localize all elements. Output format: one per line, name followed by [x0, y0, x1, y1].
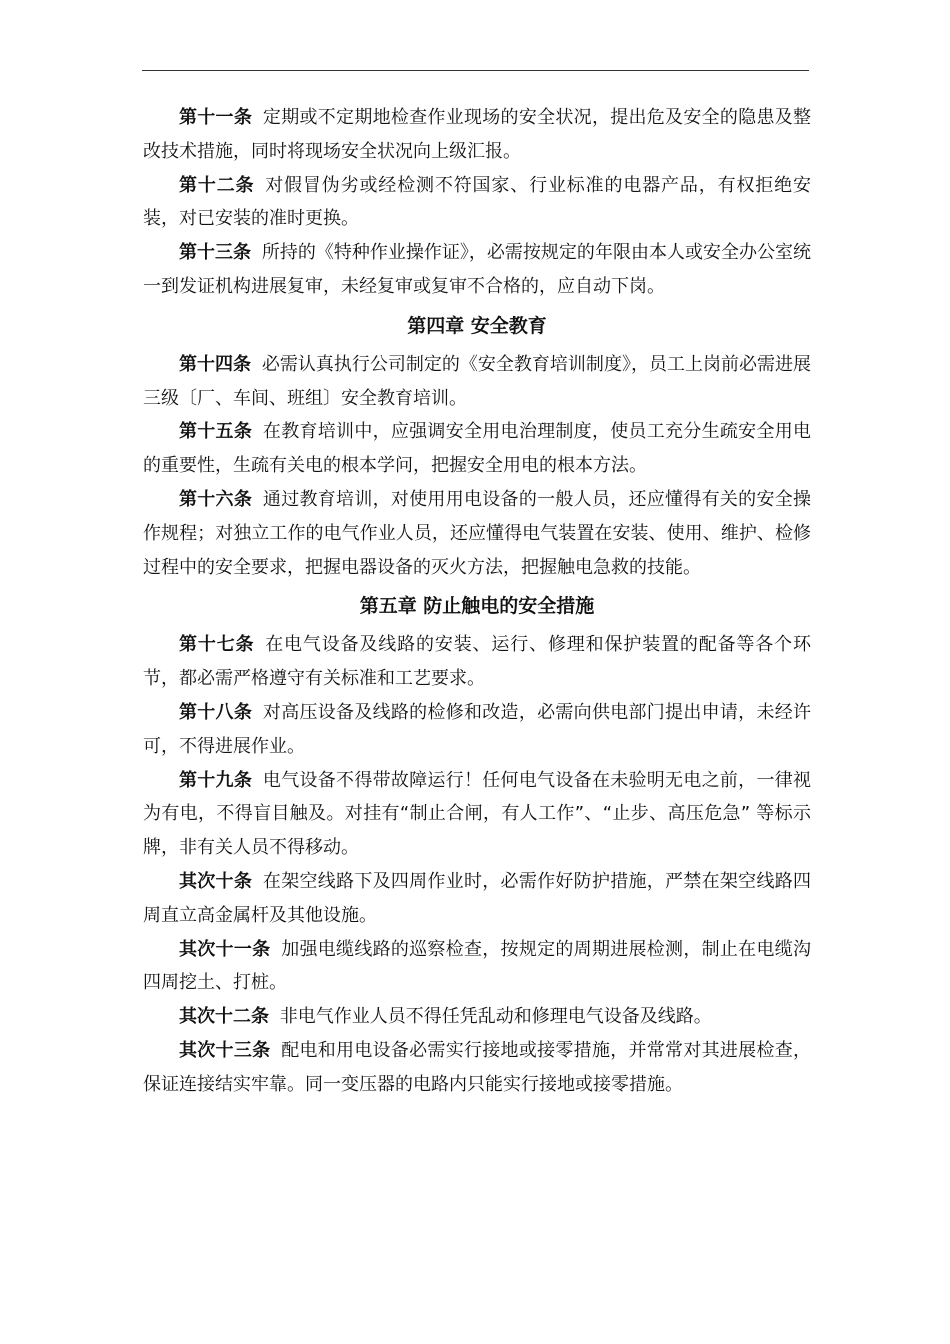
article-16	[143, 483, 811, 584]
article-18	[143, 696, 811, 764]
article-text: 在电气设备及线路的安装、运行、修理和保护装置的配备等各个环节，都必需严格遵守有关标准和工艺要求。	[143, 634, 812, 690]
article-label: 第十六条	[179, 488, 253, 510]
article-13	[143, 236, 811, 304]
article-text: 在教育培训中，应强调安全用电治理制度，使员工充分生疏安全用电的重要性，生疏有关电的根本学问，把握安全用电的根本方法。	[143, 421, 812, 477]
header-rule	[142, 70, 809, 71]
article-text: 对高压设备及线路的检修和改造，必需向供电部门提出申请，未经许可，不得进展作业。	[143, 701, 812, 757]
article-text: 对假冒伪劣或经检测不符国家、行业标准的电器产品，有权拒绝安装，对已安装的准时更换。	[143, 174, 812, 230]
article-label: 第十二条	[179, 174, 255, 196]
article-22	[143, 1000, 811, 1034]
article-17	[143, 628, 811, 696]
article-label: 其次十二条	[179, 1006, 269, 1028]
article-label: 其次十条	[179, 870, 253, 892]
article-text: 配电和用电设备必需实行接地或接零措施，并常常对其进展检查，保证连接结实牢靠。同一变压器的电路内只能实行接地或接零措施。	[143, 1039, 812, 1095]
article-label: 第十五条	[179, 421, 253, 443]
article-text: 定期或不定期地检查作业现场的安全状况，提出危及安全的隐患及整改技术措施，同时将现场安全状况向上级汇报。	[143, 107, 812, 162]
article-21	[143, 933, 811, 1001]
article-label: 其次十三条	[179, 1039, 271, 1061]
document-body	[143, 101, 811, 1102]
article-label: 第十八条	[179, 701, 253, 723]
article-label: 第十三条	[179, 242, 252, 264]
chapter-title: 第五章 防止触电的安全措施	[359, 595, 595, 618]
article-label: 第十九条	[179, 769, 253, 791]
article-label: 第十一条	[179, 107, 253, 128]
article-label: 其次十一条	[179, 938, 271, 960]
article-text: 非电气作业人员不得任凭乱动和修理电气设备及线路。	[279, 1006, 712, 1028]
article-15	[143, 415, 811, 483]
article-14	[143, 348, 811, 416]
article-label: 第十七条	[179, 634, 255, 656]
article-23	[143, 1034, 811, 1102]
article-11	[143, 101, 811, 169]
article-12	[143, 169, 811, 237]
article-text: 在架空线路下及四周作业时，必需作好防护措施，严禁在架空线路四周直立高金属杆及其他设施。	[143, 870, 812, 926]
article-text: 必需认真执行公司制定的《安全教育培训制度》，员工上岗前必需进展三级〔厂、车间、班组〕安全教育培训。	[143, 353, 812, 409]
article-text: 加强电缆线路的巡察检查，按规定的周期进展检测，制止在电缆沟四周挖土、打桩。	[143, 938, 812, 994]
article-text: 所持的《特种作业操作证》，必需按规定的年限由本人或安全办公室统一到发证机构进展复审，未经复审或复审不合格的，应自动下岗。	[143, 242, 812, 297]
article-20	[143, 865, 811, 933]
article-text: 电气设备不得带故障运行！任何电气设备在未验明无电之前，一律视为有电，不得盲目触及。对挂有“制止合闸，有人工作”、“止步、高压危急” 等标示牌，非有关人员不得移动。	[143, 769, 812, 859]
chapter-title: 第四章 安全教育	[407, 314, 547, 337]
article-text: 通过教育培训，对使用用电设备的一般人员，还应懂得有关的安全操作规程；对独立工作的电气作业人员，还应懂得电气装置在安装、使用、维护、检修过程中的安全要求，把握电器设备的灭火方法，把握触电急救的技能。	[143, 488, 812, 578]
article-19	[143, 764, 811, 865]
article-label: 第十四条	[179, 353, 252, 375]
